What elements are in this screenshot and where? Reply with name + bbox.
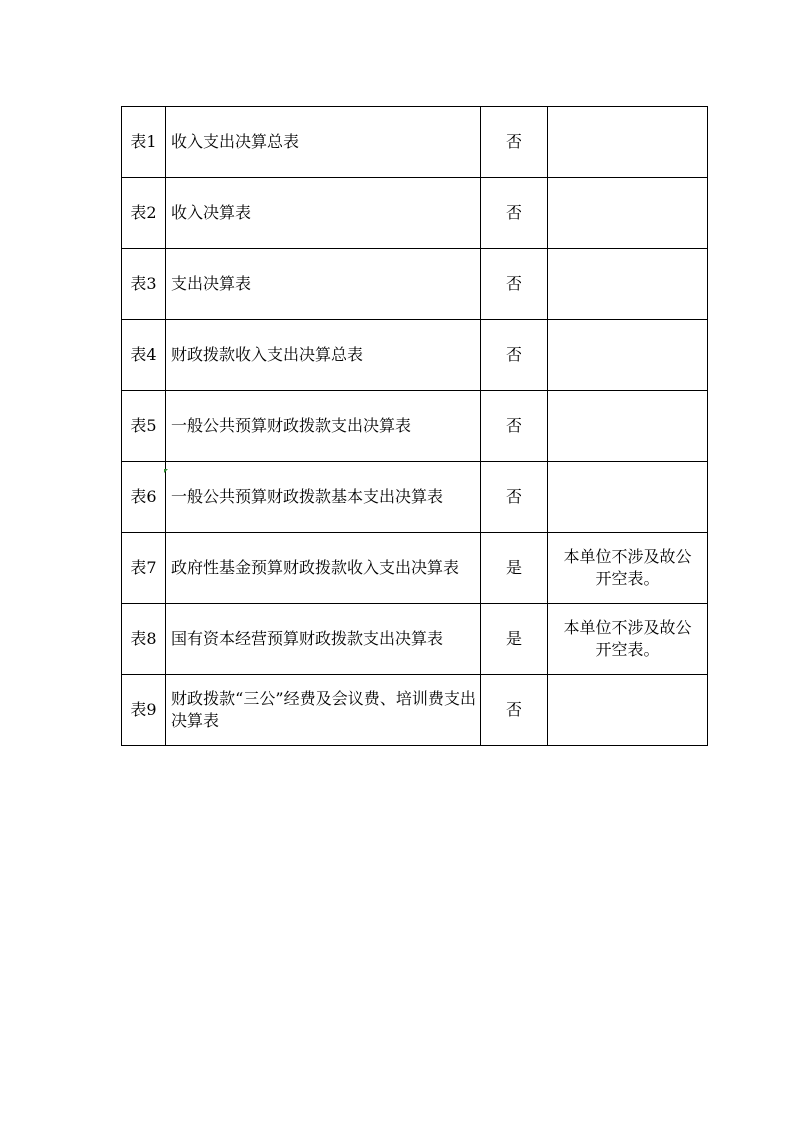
note-cell <box>548 249 708 320</box>
empty-flag-cell: 否 <box>481 178 548 249</box>
table-row <box>122 249 708 320</box>
empty-flag-cell: 否 <box>481 107 548 178</box>
cell-comment-marker <box>164 469 168 473</box>
table-name-cell: 一般公共预算财政拨款支出决算表 <box>166 391 481 462</box>
table-name-cell: 政府性基金预算财政拨款收入支出决算表 <box>166 533 481 604</box>
table-name-cell: 财政拨款收入支出决算总表 <box>166 320 481 391</box>
table-row <box>122 533 708 604</box>
table-number-cell: 表4 <box>122 320 166 391</box>
table-number-cell: 表6 <box>122 462 166 533</box>
note-cell <box>548 462 708 533</box>
note-cell <box>548 107 708 178</box>
table-row <box>122 107 708 178</box>
table-row <box>122 178 708 249</box>
empty-flag-cell: 是 <box>481 604 548 675</box>
table-number-cell: 表5 <box>122 391 166 462</box>
table-row <box>122 604 708 675</box>
note-cell: 本单位不涉及故公开空表。 <box>548 604 708 675</box>
table-row <box>122 675 708 746</box>
empty-flag-cell: 否 <box>481 462 548 533</box>
table-number-cell: 表1 <box>122 107 166 178</box>
report-list-table <box>121 106 708 746</box>
note-cell <box>548 391 708 462</box>
table-name-cell: 财政拨款“三公”经费及会议费、培训费支出决算表 <box>166 675 481 746</box>
note-cell: 本单位不涉及故公开空表。 <box>548 533 708 604</box>
note-cell <box>548 320 708 391</box>
table-row <box>122 462 708 533</box>
table-row <box>122 391 708 462</box>
empty-flag-cell: 是 <box>481 533 548 604</box>
table-number-cell: 表2 <box>122 178 166 249</box>
empty-flag-cell: 否 <box>481 249 548 320</box>
note-cell <box>548 675 708 746</box>
table-row <box>122 320 708 391</box>
table-number-cell: 表3 <box>122 249 166 320</box>
table-number-cell: 表8 <box>122 604 166 675</box>
table-name-cell: 国有资本经营预算财政拨款支出决算表 <box>166 604 481 675</box>
empty-flag-cell: 否 <box>481 320 548 391</box>
empty-flag-cell: 否 <box>481 391 548 462</box>
table-name-cell: 支出决算表 <box>166 249 481 320</box>
empty-flag-cell: 否 <box>481 675 548 746</box>
table-name-cell: 收入支出决算总表 <box>166 107 481 178</box>
table-name-cell: 收入决算表 <box>166 178 481 249</box>
table-number-cell: 表9 <box>122 675 166 746</box>
note-cell <box>548 178 708 249</box>
table-name-cell: 一般公共预算财政拨款基本支出决算表 <box>166 462 481 533</box>
table-number-cell: 表7 <box>122 533 166 604</box>
